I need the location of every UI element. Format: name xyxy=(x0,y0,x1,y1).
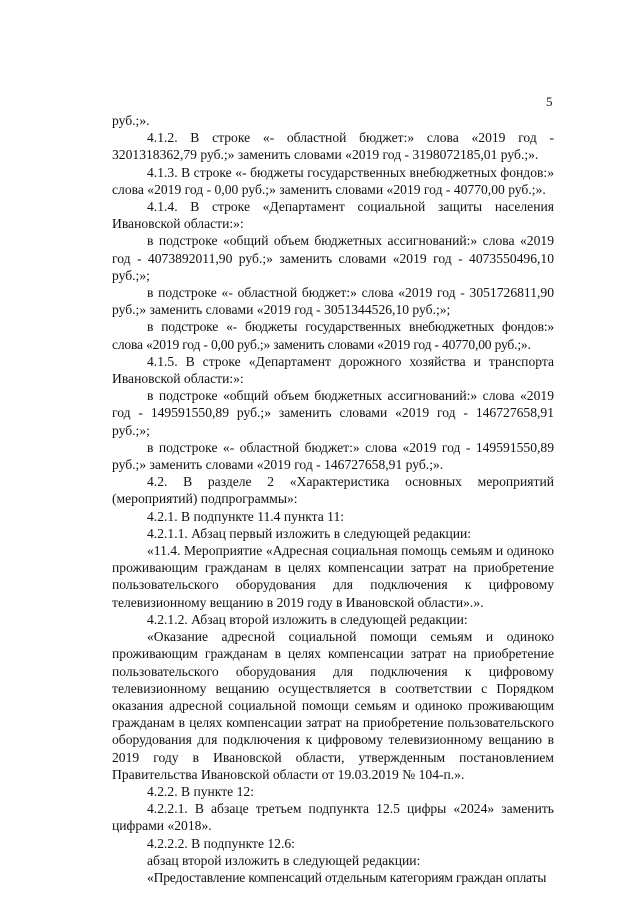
paragraph-20: абзац второй изложить в следующей редакции: xyxy=(147,852,421,868)
paragraph-1: руб.;». xyxy=(112,113,150,128)
paragraph-18: 4.2.2.1. В абзаце третьем подпункта 12.5 цифры «2024» заменить цифрами «2018». xyxy=(112,801,554,834)
paragraph-9: в подстроке «общий объем бюджетных ассигнований:» слова «2019 год - 149591550,89 руб.;» заменить словами «2019 год - 146727658,91 руб.;»; xyxy=(112,388,554,438)
paragraph-21: «Предоставление компенсаций отдельным категориям граждан оплаты xyxy=(147,869,547,885)
paragraph-5: в подстроке «общий объем бюджетных ассигнований:» слова «2019 год - 4073892011,90 руб.;» заменить словами «2019 год - 4073550496,10 руб.;»; xyxy=(112,233,554,283)
paragraph-2: 4.1.2. В строке «- областной бюджет:» слова «2019 год - 3201318362,79 руб.;» заменить словами «2019 год - 3198072185,01 руб.;». xyxy=(112,130,554,163)
paragraph-4: 4.1.4. В строке «Департамент социальной защиты населения Ивановской области:»: xyxy=(112,199,554,232)
paragraph-7: в подстроке «- бюджеты государственных внебюджетных фондов:» слова «2019 год - 0,00 руб.;» заменить словами «2019 год - 40770,00 руб.;». xyxy=(112,319,554,352)
paragraph-13: 4.2.1.1. Абзац первый изложить в следующей редакции: xyxy=(147,525,472,541)
paragraph-8: 4.1.5. В строке «Департамент дорожного хозяйства и транспорта Ивановской области:»: xyxy=(112,353,554,387)
paragraph-14: «11.4. Мероприятие «Адресная социальная помощь семьям и одиноко проживающим гражданам в целях компенсации затрат на приобретение пользовательского оборудования для подключения к цифровому телевизионному вещанию в 2019 году в Ивановской области».». xyxy=(112,543,554,610)
page-number: 5 xyxy=(546,94,553,109)
paragraph-6: в подстроке «- областной бюджет:» слова «2019 год - 3051726811,90 руб.;» заменить словами «2019 год - 3051344526,10 руб.;»; xyxy=(112,285,554,318)
paragraph-3: 4.1.3. В строке «- бюджеты государственных внебюджетных фондов:» слова «2019 год - 0,00 руб.;» заменить словами «2019 год - 40770,00 руб.;». xyxy=(112,164,554,197)
paragraph-11: 4.2. В разделе 2 «Характеристика основных мероприятий (мероприятий) подпрограммы»: xyxy=(112,474,554,507)
paragraph-12: 4.2.1. В подпункте 11.4 пункта 11: xyxy=(147,508,345,524)
paragraph-10: в подстроке «- областной бюджет:» слова «2019 год - 149591550,89 руб.;» заменить словами «2019 год - 146727658,91 руб.;». xyxy=(112,439,554,473)
paragraph-17: 4.2.2. В пункте 12: xyxy=(147,783,254,799)
paragraph-16: «Оказание адресной социальной помощи семьям и одиноко проживающим гражданам в целях компенсации затрат на приобретение пользовательского оборудования для подключения к цифровому телевизионному вещанию осуществляется в соответствии с Порядком оказания адресной социальной помощи семьям и одиноко проживающим гражданам в целях компенсации затрат на приобретение пользовательского оборудования для подключения к цифровому телевизионному вещанию в 2019 году в Ивановской области, утвержденным постановлением Правительства Ивановской области от 19.03.2019 № 104-п.». xyxy=(112,629,554,782)
document-body xyxy=(112,112,554,886)
paragraph-19: 4.2.2.2. В подпункте 12.6: xyxy=(147,835,295,851)
paragraph-15: 4.2.1.2. Абзац второй изложить в следующей редакции: xyxy=(147,611,468,627)
